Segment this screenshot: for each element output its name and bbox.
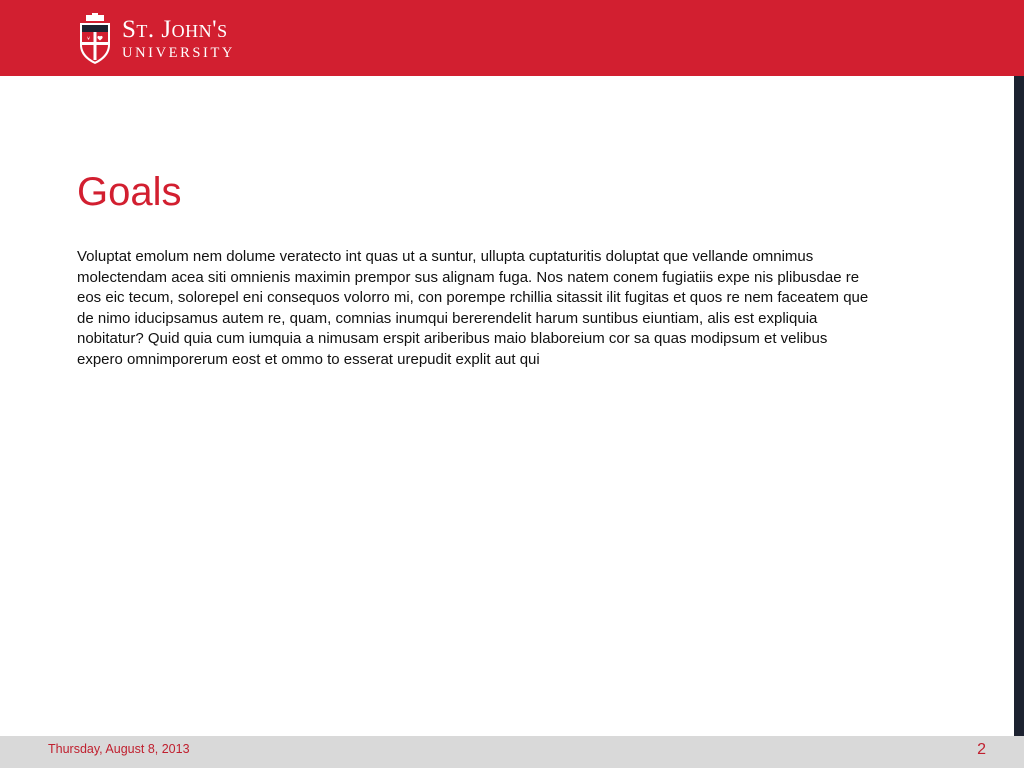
footer-date: Thursday, August 8, 2013	[48, 742, 190, 756]
logo-wordmark	[122, 17, 235, 61]
logo-name-line2: UNIVERSITY	[122, 45, 235, 62]
university-logo	[78, 12, 235, 66]
university-shield-icon	[78, 13, 112, 65]
slide-body-text: Voluptat emolum nem dolume veratecto int quas ut a suntur, ullupta cuptaturitis doluptat que vellande omnimus molectendam acea siti omnienis maximin prempor sus alignam fuga. Nos natem conem fugiatiis expe nis plibusdae re eos eic tecum, solorepel eni consequos volorro mi, con porempe rchillia sitassit ilit fugitas et quos re nem faceatem que de nimo iducipsamus autem re, quam, comnias inumqui bererendelit harum suntibus eiuntiam, alis est expliquia nobitatur? Quid quia cum iumquia a nimusam erspit ariberibus maio blaboreium cor sa quas modipsum et velibus expero omnimporerum eost et ommo to esserat urepudit explit aut qui	[77, 248, 869, 368]
header-bar	[0, 0, 1024, 76]
right-edge-bar	[1014, 76, 1024, 736]
logo-name-line1: St. John's	[122, 16, 228, 44]
footer-bar	[0, 736, 1024, 768]
slide-title: Goals	[77, 170, 182, 214]
page-number: 2	[977, 741, 986, 758]
